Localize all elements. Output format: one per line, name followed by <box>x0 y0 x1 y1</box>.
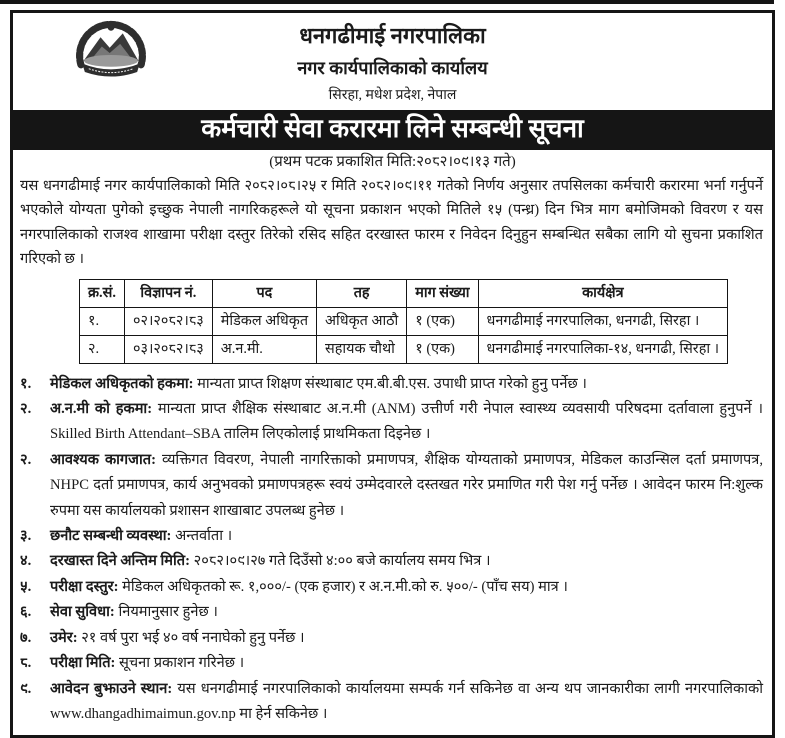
item-body: सूचना प्रकाशन गरिनेछ । <box>115 655 245 672</box>
table-header-cell: कार्यक्षेत्र <box>478 279 728 307</box>
list-item <box>20 549 763 574</box>
table-header-cell: माग संख्या <box>407 279 478 307</box>
item-body: २१ वर्ष पुरा भई ४० वर्ष ननाघेको हुनु पर्नेछ । <box>77 629 305 646</box>
table-cell: सहायक चौथो <box>317 335 407 363</box>
list-item <box>20 372 763 397</box>
item-body: मान्यता प्राप्त शैक्षिक संस्थाबाट अ.न.मी (ANM) उत्तीर्ण गरी नेपाल स्वास्थ्य व्यवसायी परिषदमा दर्तावाला हुनुपर्ने । Skilled Birth Attendant–SBA तालिम लिएकोलाई प्राथमिकता दिइनेछ । <box>50 401 763 443</box>
table-row <box>80 335 728 363</box>
item-number: ५. <box>20 578 32 595</box>
list-item <box>20 524 763 549</box>
office-name: नगर कार्यपालिकाको कार्यालय <box>297 58 488 78</box>
item-text <box>50 372 763 397</box>
table-cell: २. <box>80 335 125 363</box>
table-row <box>80 307 728 335</box>
table-cell: अधिकृत आठौ <box>317 307 407 335</box>
municipality-name: धनगढीमाई नगरपालिका <box>299 23 486 48</box>
item-number: ९. <box>20 680 32 697</box>
item-label: छनौट सम्बन्धी व्यवस्था: <box>50 528 172 545</box>
item-body: यस धनगढीमाई नगरपालिकाको कार्यालयमा सम्पर्क गर्न सकिनेछ वा अन्य थप जानकारीका लागी नगरपालिकाको www.dhangadhimaimun.gov.np मा हेर्न सकिनेछ । <box>50 680 763 722</box>
notice-frame <box>10 10 775 738</box>
list-item <box>20 575 763 600</box>
item-text <box>50 575 763 600</box>
item-text <box>50 397 763 448</box>
notice-title: कर्मचारी सेवा करारमा लिने सम्बन्धी सूचना <box>13 110 772 150</box>
item-label: आवश्यक कागजात: <box>50 451 156 468</box>
list-item <box>20 397 763 448</box>
conditions-list <box>13 370 772 736</box>
list-item <box>20 626 763 651</box>
table-cell: १. <box>80 307 125 335</box>
item-text <box>50 651 763 676</box>
item-body: व्यक्तिगत विवरण, नेपाली नागरिक्ताको प्रमाणपत्र, शैक्षिक योग्यताको प्रमाणपत्र, मेडिकल काउन्सिल दर्ता प्रमाणपत्र, NHPC दर्ता प्रमाणपत्र, कार्य अनुभवको प्रमाणपत्रहरू स्वयं उम्मेदवारले दस्तखत गरेर प्रमाणित गरी पेश गर्नु पर्नेछ । आवेदन फारम नि:शुल्क रुपमा यस कार्यालयको प्रशासन शाखाबाट उपलब्ध हुनेछ । <box>50 451 763 519</box>
item-label: मेडिकल अधिकृतको हकमा: <box>50 375 194 392</box>
table-cell: अ.न.मी. <box>212 335 316 363</box>
table-header-cell: पद <box>212 279 316 307</box>
item-number: ७. <box>20 629 32 646</box>
list-item <box>20 651 763 676</box>
item-body: २०८२।०९।२७ गते दिउँसो ४:०० बजे कार्यालय समय भित्र । <box>189 553 491 570</box>
list-item <box>20 600 763 625</box>
item-text <box>50 626 763 651</box>
table-header-row <box>80 279 728 307</box>
table-header-cell: तह <box>317 279 407 307</box>
item-body: मान्यता प्राप्त शिक्षण संस्थाबाट एम.बी.बी.एस. उपाधी प्राप्त गरेको हुनु पर्नेछ । <box>193 375 587 392</box>
item-body: अन्तर्वाता । <box>171 528 233 545</box>
item-body: नियमानुसार हुनेछ । <box>114 604 218 621</box>
item-text <box>50 549 763 574</box>
intro-paragraph: यस धनगढीमाई नगर कार्यपालिकाको मिति २०८२।०८।२५ र मिति २०८२।०९।११ गतेको निर्णय अनुसार तपसिलका कर्मचारी करारमा भर्ना गर्नुपर्ने भएकोले योग्यता पुगेको इच्छुक नेपाली नागरिकहरूले यो सूचना प्रकाशन भएको मितिले १५ (पन्ध्र) दिन भित्र माग बमोजिमको विवरण र यस नगरपालिकाको राजश्व शाखामा परीक्षा दस्तुर तिरेको रसिद सहित दरखास्त फारम र निवेदन दिनुहुन सम्बन्धित सबैका लागि यो सुचना प्रकाशित गरिएको छ । <box>20 178 763 268</box>
item-number: १. <box>20 375 32 392</box>
item-number: ८. <box>20 655 32 672</box>
item-number: २. <box>20 451 32 468</box>
list-item <box>20 448 763 524</box>
table-cell: मेडिकल अधिकृत <box>212 307 316 335</box>
table-cell: ०३।२०८२।८३ <box>124 335 212 363</box>
letterhead <box>13 13 772 110</box>
item-label: परीक्षा मिति: <box>50 655 116 672</box>
item-label: अ.न.मी को हकमा: <box>50 401 153 418</box>
item-number: ६. <box>20 604 32 621</box>
item-text <box>50 600 763 625</box>
vacancy-table <box>79 279 728 364</box>
item-number: ४. <box>20 553 32 570</box>
table-cell: धनगढीमाई नगरपालिका-१४, धनगढी, सिरहा । <box>478 335 728 363</box>
list-item <box>20 677 763 728</box>
table-cell: धनगढीमाई नगरपालिका, धनगढी, सिरहा । <box>478 307 728 335</box>
table-cell: १ (एक) <box>407 307 478 335</box>
item-label: परीक्षा दस्तुर: <box>50 578 119 595</box>
table-cell: ०२।२०८२।८३ <box>124 307 212 335</box>
table-cell: १ (एक) <box>407 335 478 363</box>
item-label: दरखास्त दिने अन्तिम मिति: <box>50 553 190 570</box>
item-text <box>50 677 763 728</box>
item-label: आवेदन बुझाउने स्थान: <box>50 680 173 697</box>
item-label: उमेर: <box>50 629 78 646</box>
nepal-coat-of-arms-icon <box>69 19 153 87</box>
item-text <box>50 448 763 524</box>
table-header-cell: क्र.सं. <box>80 279 125 307</box>
top-border-strip <box>0 0 774 4</box>
table-header-cell: विज्ञापन नं. <box>124 279 212 307</box>
office-address: सिरहा, मधेश प्रदेश, नेपाल <box>328 88 457 103</box>
item-body: मेडिकल अधिकृतको रू. १,०००/- (एक हजार) र अ.न.मी.को रु. ५००/- (पाँच सय) मात्र । <box>118 578 568 595</box>
item-text <box>50 524 763 549</box>
item-number: २. <box>20 401 32 418</box>
item-number: ३. <box>20 528 32 545</box>
item-label: सेवा सुविधा: <box>50 604 115 621</box>
published-date: (प्रथम पटक प्रकाशित मिति:२०८२।०९।१३ गते) <box>269 154 516 170</box>
